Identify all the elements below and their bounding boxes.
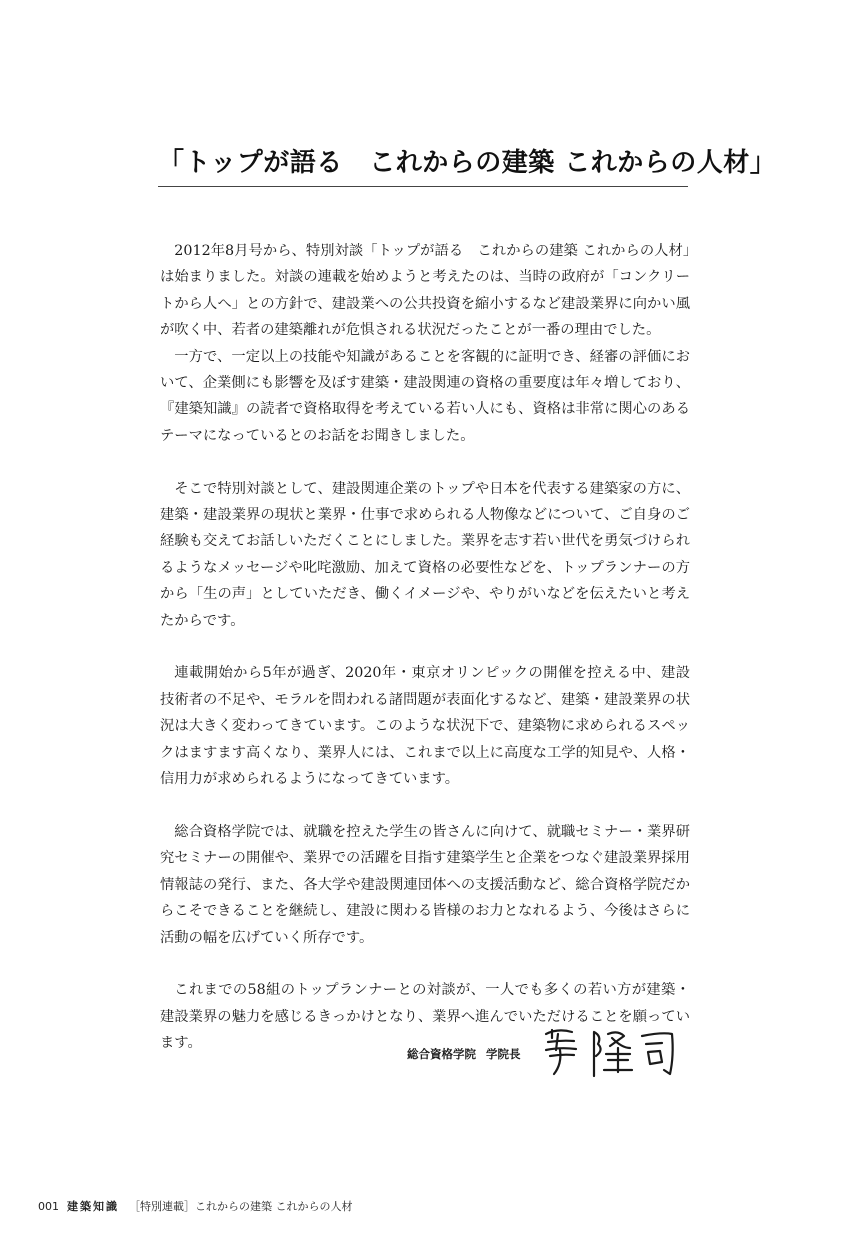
article-body [160, 238, 690, 1083]
paragraph: 連載開始から5年が過ぎ、2020年・東京オリンピックの開催を控える中、建設技術者の不足や、モラルを問われる諸問題が表面化するなど、建築・建設業界の状況は大きく変わってきています。このような状況下で、建築物に求められるスペックはますます高くなり、業界人には、これまで以上に高度な工学的知見や、人格・信用力が求められるようになってきています。 [160, 665, 690, 788]
section-title: ［特別連載］これからの建築 これからの人材 [129, 1200, 353, 1213]
paragraph: これまでの58組のトップランナーとの対談が、一人でも多くの若い方が建築・建設業界の魅力を感じるきっかけとなり、業界へ進んでいただけることを願っています。 [160, 982, 690, 1052]
page-footer [38, 1198, 353, 1214]
paragraph: 総合資格学院では、就職を控えた学生の皆さんに向けて、就職セミナー・業界研究セミナーの開催や、業界での活躍を目指す建築学生と企業をつなぐ建設業界採用情報誌の発行、また、各大学や建設関連団体への支援活動など、総合資格学院だからこそできることを継続し、建設に関わる皆様のお力となれるよう、今後はさらに活動の幅を広げていく所存です。 [160, 823, 690, 946]
handwritten-signature [538, 1020, 688, 1080]
signature-role: 学院長 [486, 1047, 521, 1061]
paragraph: そこで特別対談として、建設関連企業のトップや日本を代表する建築家の方に、建築・建設業界の現状と業界・仕事で求められる人物像などについて、ご自身のご経験も交えてお話しいただくことにしました。業界を志す若い世代を勇気づけられるようなメッセージや叱咤激励、加えて資格の必要性などを、トップランナーの方から「生の声」としていただき、働くイメージや、やりがいなどを伝えたいと考えたからです。 [160, 480, 690, 629]
title-divider [158, 186, 688, 187]
page-title: 「トップが語る これからの建築 これからの人材」 [158, 148, 777, 178]
magazine-name: 建築知識 [67, 1200, 119, 1213]
signature-organization: 総合資格学院 [407, 1047, 476, 1061]
paragraph: 一方で、一定以上の技能や知識があることを客観的に証明でき、経審の評価において、企業側にも影響を及ぼす建築・建設関連の資格の重要度は年々増しており、『建築知識』の読者で資格取得を考えている若い人にも、資格は非常に関心のあるテーマになっているとのお話をお聞きしました。 [160, 348, 690, 444]
page-number: 001 [38, 1200, 59, 1213]
signature-label [407, 1046, 521, 1062]
paragraph: 2012年8月号から、特別対談「トップが語る これからの建築 これからの人材」は始まりました。対談の連載を始めようと考えたのは、当時の政府が「コンクリートから人へ」との方針で、建設業への公共投資を縮小するなど建設業界に向かい風が吹く中、若者の建築離れが危惧される状況だったことが一番の理由でした。 [160, 243, 690, 339]
